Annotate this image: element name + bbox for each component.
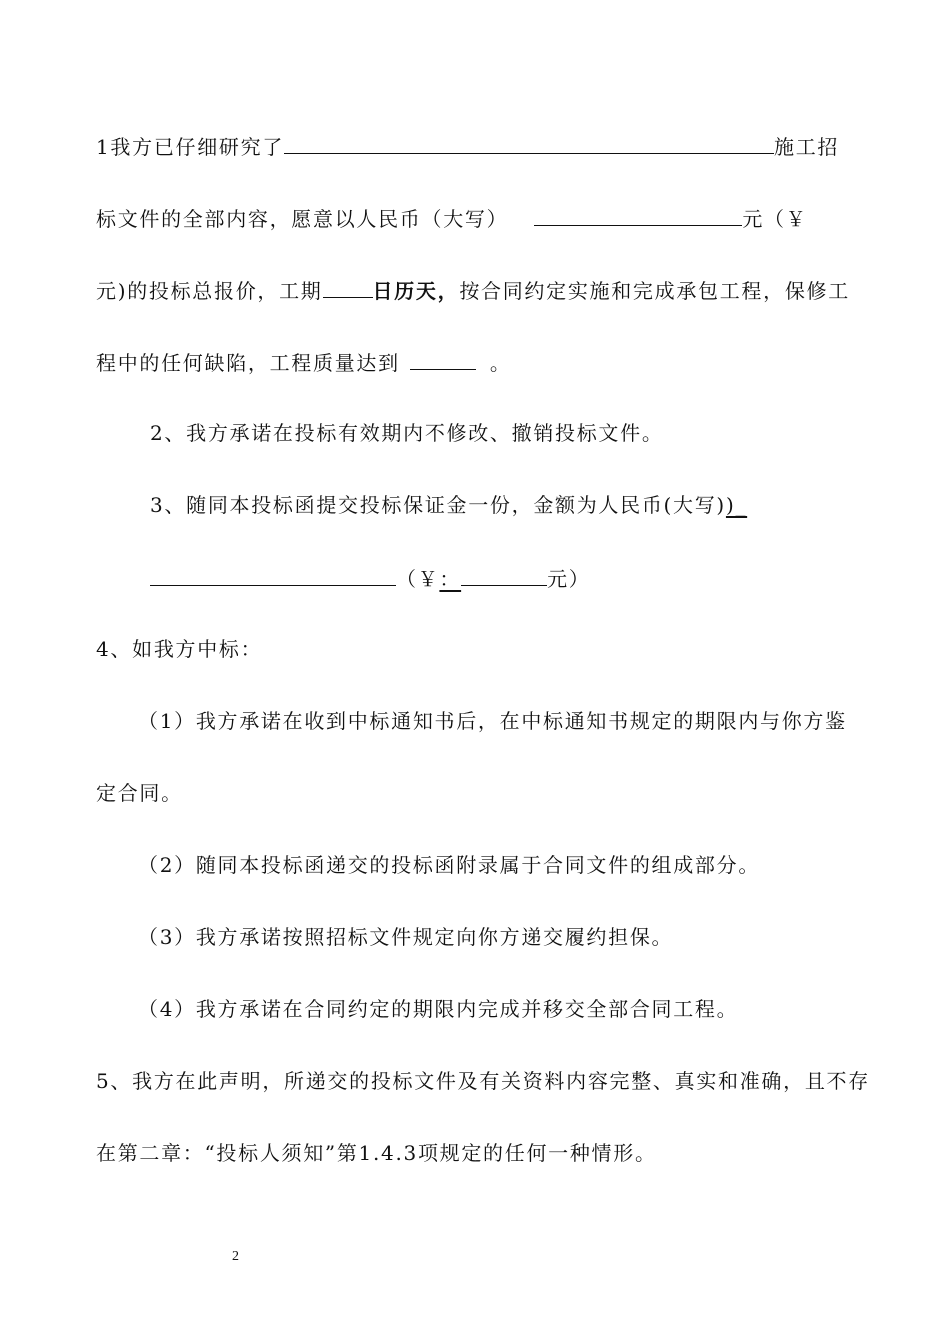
clause-3-line-2: （￥： 元）	[150, 563, 591, 593]
clause-1-line-1: 1我方已仔细研究了 施工招	[96, 131, 839, 161]
clause-5-line-2: 在第二章：“投标人须知”第1.4.3项规定的任何一种情形。	[96, 1141, 657, 1165]
page-number: 2	[232, 1249, 239, 1264]
deposit-words-blank	[150, 563, 396, 586]
clause-1-line-4: 程中的任何缺陷，工程质量达到 。	[96, 347, 512, 377]
clause-2: 2、我方承诺在投标有效期内不修改、撤销投标文件。	[150, 421, 664, 445]
quality-blank	[410, 347, 476, 370]
clause-4-4: （4）我方承诺在合同约定的期限内完成并移交全部合同工程。	[138, 997, 739, 1021]
clause-1-line-3: 元)的投标总报价，工期 日历天，按合同约定实施和完成承包工程，保修工	[96, 275, 850, 305]
clause-4-2: （2）随同本投标函递交的投标函附录属于合同文件的组成部分。	[138, 853, 761, 877]
clause-5-line-1: 5、我方在此声明，所递交的投标文件及有关资料内容完整、真实和准确，且不存	[96, 1069, 870, 1093]
clause-4-3: （3）我方承诺按照招标文件规定向你方递交履约担保。	[138, 925, 674, 949]
clause-1-line-2: 标文件的全部内容，愿意以人民币（大写） 元（￥	[96, 203, 807, 233]
project-name-blank	[284, 131, 774, 154]
price-words-blank	[534, 203, 742, 226]
clause-4-1-line-1: （1）我方承诺在收到中标通知书后，在中标通知书规定的期限内与你方鉴	[138, 709, 847, 733]
deposit-amount-blank	[461, 563, 547, 586]
clause-3-line-1: 3、随同本投标函提交投标保证金一份，金额为人民币(大写))_	[150, 493, 748, 517]
duration-blank	[323, 275, 373, 298]
clause-4-1-line-2: 定合同。	[96, 781, 183, 805]
clause-4: 4、如我方中标：	[96, 637, 263, 661]
